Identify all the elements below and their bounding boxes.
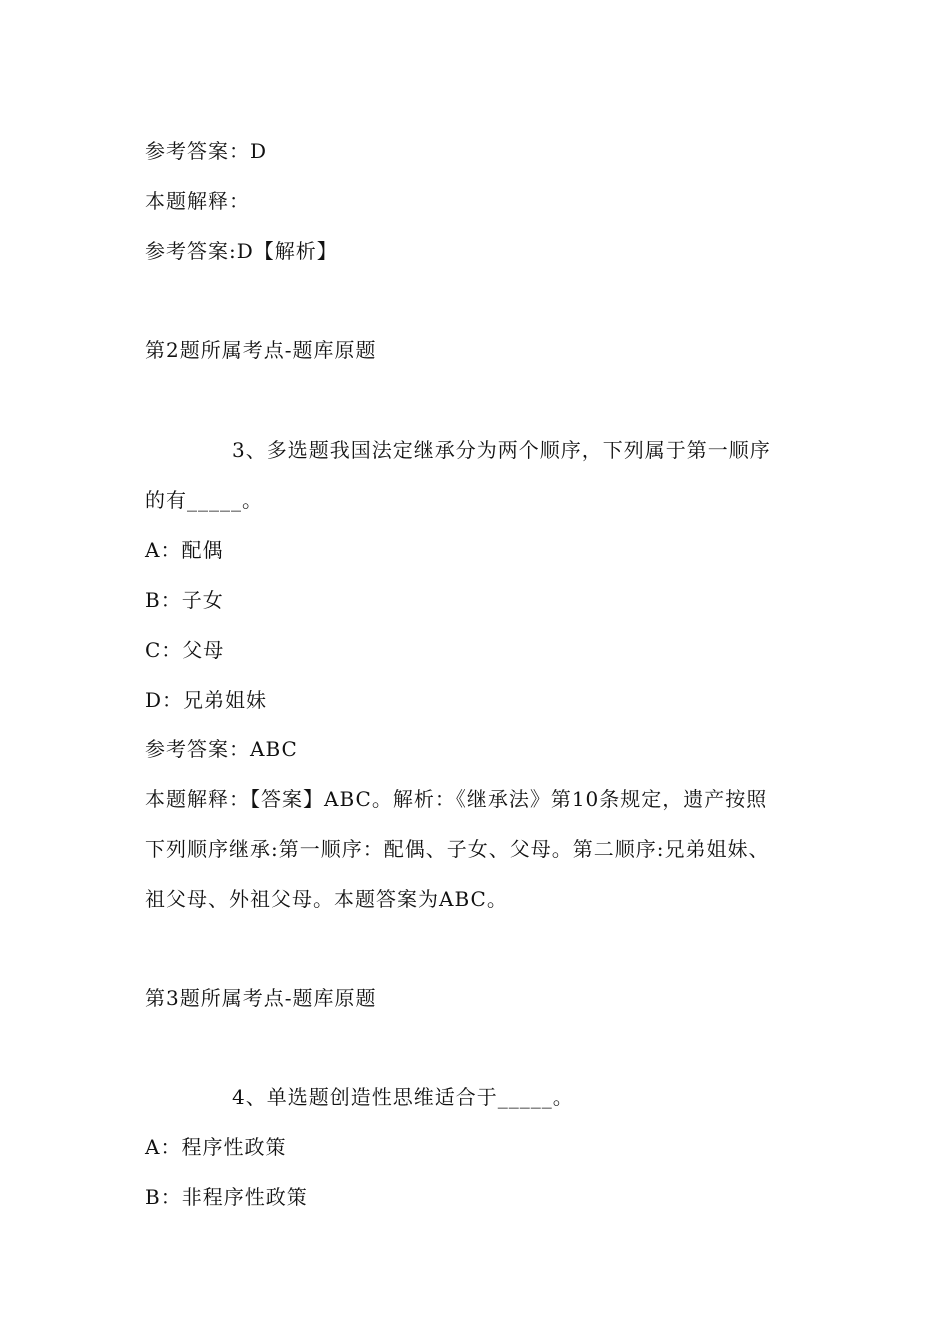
- q3-topic: 第3题所属考点-题库原题: [145, 986, 377, 1010]
- q3-option-d: D：兄弟姐妹: [145, 688, 268, 712]
- q4-option-b: B：非程序性政策: [145, 1185, 308, 1209]
- q3-stem-line2: 的有_____。: [145, 488, 263, 512]
- q3-option-a: A：配偶: [145, 538, 224, 562]
- q3-answer: 参考答案：ABC: [145, 737, 298, 761]
- q3-stem-line1: 3、多选题我国法定继承分为两个顺序，下列属于第一顺序: [232, 438, 771, 462]
- q3-option-c: C：父母: [145, 638, 225, 662]
- q4-option-a: A：程序性政策: [145, 1135, 287, 1159]
- q4-stem-line1: 4、单选题创造性思维适合于_____。: [232, 1085, 574, 1109]
- q3-explanation-line2: 下列顺序继承:第一顺序：配偶、子女、父母。第二顺序:兄弟姐妹、: [145, 837, 770, 861]
- q2-topic: 第2题所属考点-题库原题: [145, 338, 377, 362]
- q3-option-b: B：子女: [145, 588, 224, 612]
- q2-answer: 参考答案：D: [145, 139, 268, 163]
- q3-explanation-line3: 祖父母、外祖父母。本题答案为ABC。: [145, 887, 508, 911]
- q2-explanation-text: 参考答案:D【解析】: [145, 239, 338, 263]
- q2-explanation-label: 本题解释：: [145, 189, 250, 213]
- q3-explanation-line1: 本题解释：【答案】ABC。解析：《继承法》第10条规定，遗产按照: [145, 787, 768, 811]
